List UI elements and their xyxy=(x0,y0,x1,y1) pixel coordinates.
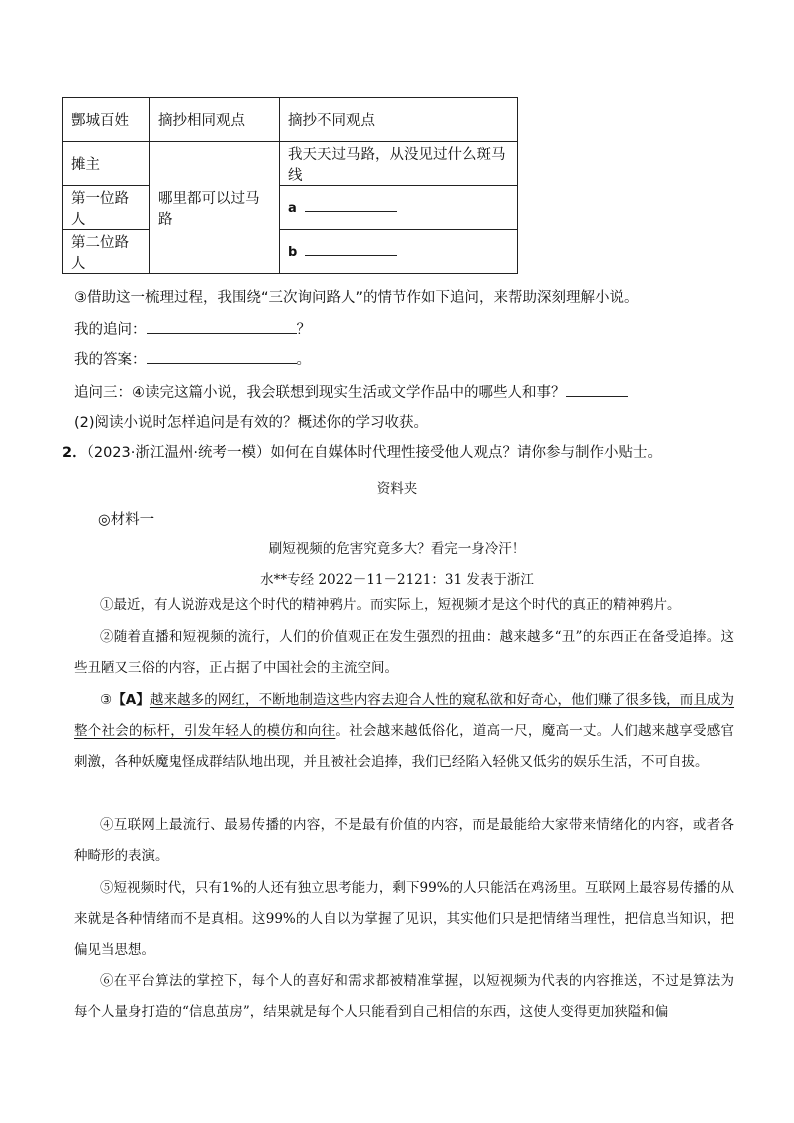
question-source: （2023·浙江温州·统考一模） xyxy=(86,445,271,461)
underlined-sentence: 越来越多的网红，不断地制造这些内容去迎合人性的窥私欲和好奇心，他们赚了很多钱，而且成为整个社会的标杆，引发年轻人的模仿和向往 xyxy=(74,692,735,739)
paragraph-6: ⑥在平台算法的掌控下，每个人的喜好和需求都被精准掌握，以短视频为代表的内容推送，不过是算法为每个人量身打造的“信息茧房”，结果就是每个人只能看到自己相信的东西，这使人变得更加狭隘和偏 xyxy=(74,973,734,1020)
my-answer-line xyxy=(74,348,311,369)
article-title: 刷短视频的危害究竟多大？看完一身冷汗！ xyxy=(268,541,526,557)
header-cell-people: 酆城百姓 xyxy=(63,98,150,142)
question-number: 2． xyxy=(62,445,87,461)
paragraph-1: ①最近，有人说游戏是这个时代的精神鸦片。而实际上，短视频才是这个时代的真正的精神鸦片。 xyxy=(100,597,681,613)
my-answer-blank[interactable] xyxy=(147,349,297,364)
different-view-cell: 我天天过马路，从没见过什么斑马线 xyxy=(280,142,518,186)
folder-title: 资料夹 xyxy=(376,481,418,497)
paragraph-4: ④互联网上最流行、最易传播的内容，不是最有价值的内容，而是最能给大家带来情绪化的内容，或者各种畸形的表演。 xyxy=(74,817,734,864)
my-question-label: 我的追问： xyxy=(74,322,147,338)
paragraph-3 xyxy=(74,685,734,778)
followup-blank[interactable] xyxy=(566,382,628,397)
answer-blank[interactable] xyxy=(305,243,397,256)
opinion-table xyxy=(62,97,518,274)
blank-marker: b xyxy=(288,245,298,260)
my-answer-label: 我的答案： xyxy=(74,352,147,368)
header-cell-same: 摘抄相同观点 xyxy=(150,98,280,142)
row-person: 第二位路人 xyxy=(63,230,150,274)
answer-blank[interactable] xyxy=(305,199,397,212)
question-2 xyxy=(62,441,662,462)
header-cell-different: 摘抄不同观点 xyxy=(280,98,518,142)
article-byline: 水**专经 2022－11－2121：31 发表于浙江 xyxy=(260,572,534,588)
question-text: 如何在自媒体时代理性接受他人观点？请你参与制作小贴士。 xyxy=(270,445,662,461)
step3-text: ③借助这一梳理过程，我围绕“三次询问路人”的情节作如下追问，来帮助深刻理解小说。 xyxy=(74,290,639,306)
table-header-row xyxy=(63,98,518,142)
paragraph-5: ⑤短视频时代，只有1%的人还有独立思考能力，剩下99%的人只能活在鸡汤里。互联网上最容易传播的从来就是各种情绪而不是真相。这99%的人自以为掌握了见识，其实他们只是把情绪当理性，把信息当知识，把偏见当思想。 xyxy=(74,880,734,958)
table-row xyxy=(63,230,518,274)
followup-text: 追问三：④读完这篇小说，我会联想到现实生活或文学作品中的哪些人和事？ xyxy=(74,385,566,401)
material-label: ◎材料一 xyxy=(98,512,155,528)
paragraph-2: ②随着直播和短视频的流行，人们的价值观正在发生强烈的扭曲：越来越多“丑”的东西正在备受追捧。这些丑陋又三俗的内容，正占据了中国社会的主流空间。 xyxy=(74,629,734,676)
blank-marker: a xyxy=(288,201,297,216)
table-row xyxy=(63,142,518,186)
table-row xyxy=(63,186,518,230)
paragraph-3-rest: 。社会越来越低俗化，道高一尺，魔高一丈。人们越来越享受感官刺激，各种妖魔鬼怪成群结队地出现，并且被社会追捧，我们已经陷入轻佻又低劣的娱乐生活，不可自拔。 xyxy=(74,723,735,770)
row-person: 摊主 xyxy=(63,142,150,186)
my-question-end: ？ xyxy=(296,322,311,338)
same-view-cell: 哪里都可以过马路 xyxy=(150,142,280,274)
row-person: 第一位路人 xyxy=(63,186,150,230)
paragraph-3-mark: 【A】 xyxy=(112,692,150,708)
sub-question-2: (2)阅读小说时怎样追问是有效的？概述你的学习收获。 xyxy=(74,415,429,431)
my-question-line xyxy=(74,318,311,339)
my-answer-end: 。 xyxy=(296,352,311,368)
paragraph-3-number: ③ xyxy=(100,692,113,708)
followup-line xyxy=(74,381,628,402)
answer-cell-b[interactable] xyxy=(280,230,518,274)
my-question-blank[interactable] xyxy=(147,319,297,334)
answer-cell-a[interactable] xyxy=(280,186,518,230)
